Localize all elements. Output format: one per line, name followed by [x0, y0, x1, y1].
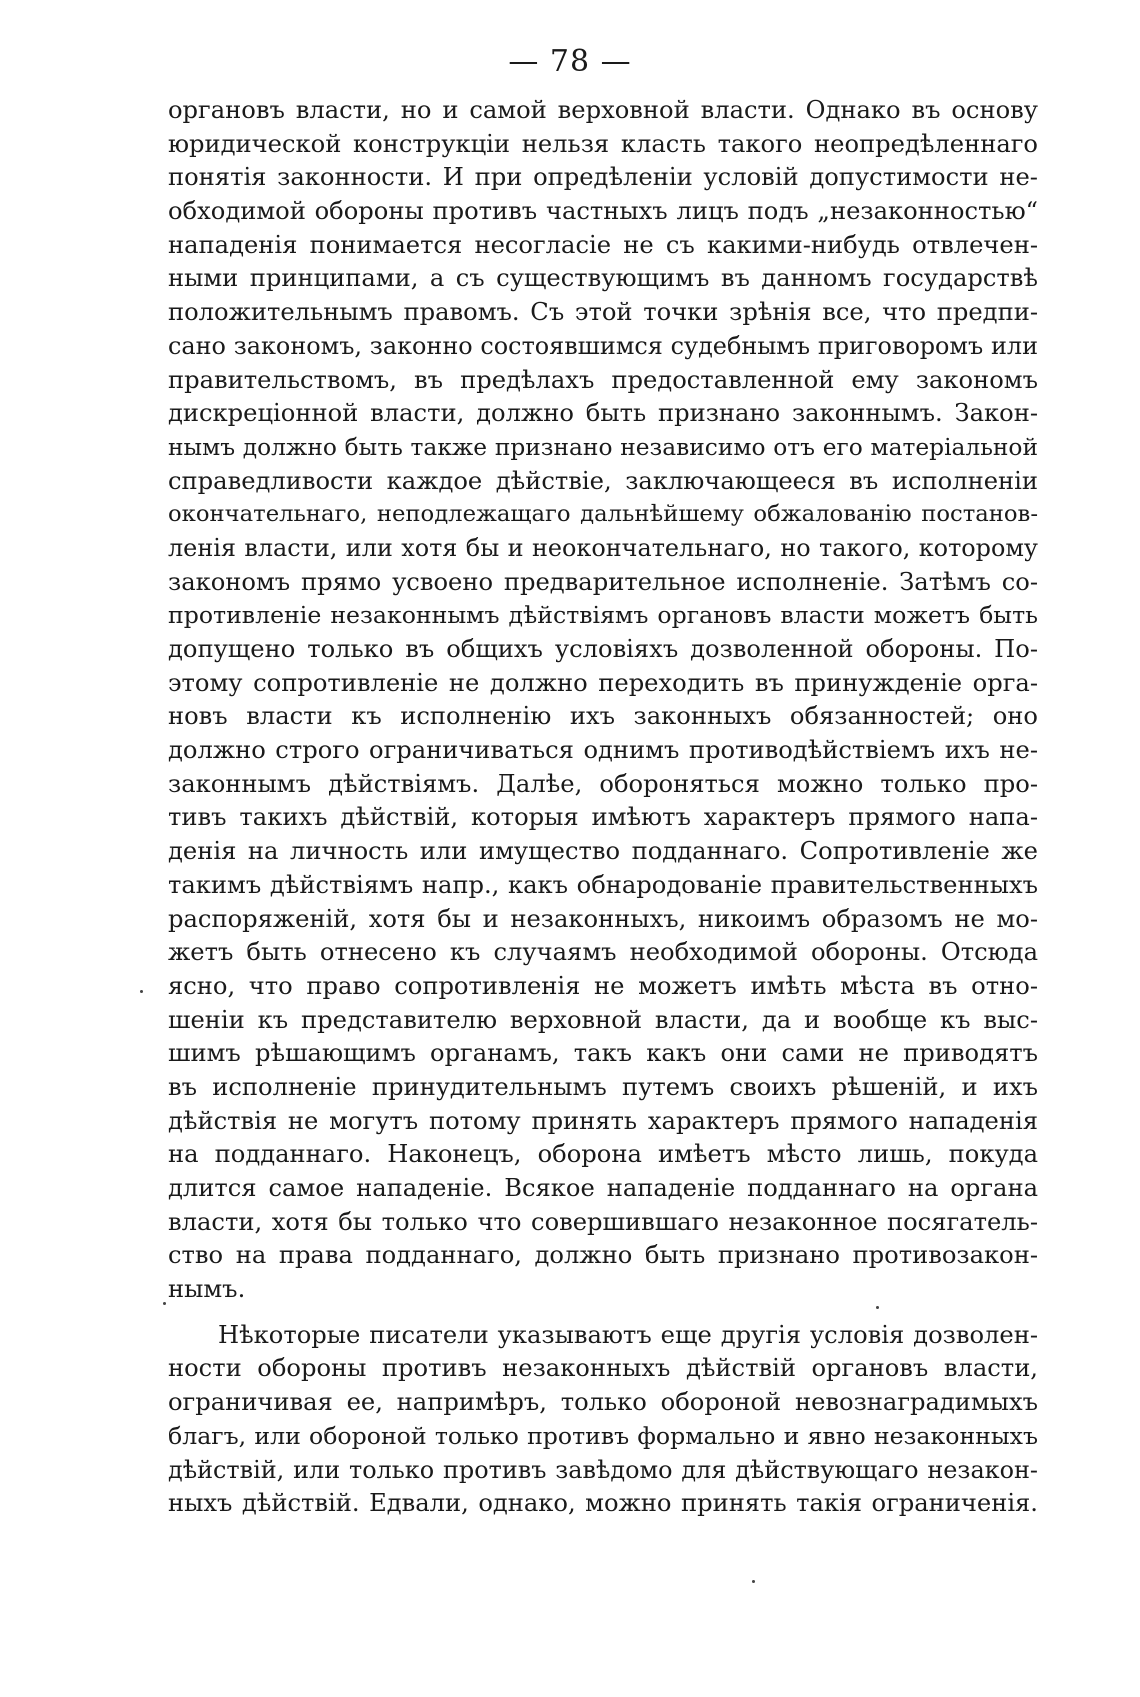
- paper-speck: [876, 1306, 879, 1309]
- text-line: такимъ дѣйствіямъ напр., какъ обнародованіе правительственныхъ: [168, 870, 1038, 899]
- text-line: противленіе незаконнымъ дѣйствіямъ органовъ власти можетъ быть: [168, 601, 1038, 630]
- text-line: шеніи къ представителю верховной власти, да и вообще къ выс-: [168, 1005, 1038, 1034]
- body-text: [168, 94, 1038, 1521]
- paper-speck: [140, 990, 143, 993]
- text-line: распоряженій, хотя бы и незаконныхъ, никоимъ образомъ не мо-: [168, 904, 1038, 933]
- text-line: благъ, или обороной только противъ формально и явно незаконныхъ: [168, 1421, 1038, 1450]
- text-line: правительствомъ, въ предѣлахъ предоставленной ему закономъ: [168, 365, 1038, 394]
- text-line: ограничивая ее, напримѣръ, только обороной невознаградимыхъ: [168, 1388, 1038, 1417]
- text-line: ясно, что право сопротивленія не можетъ имѣть мѣста въ отно-: [168, 971, 1038, 1000]
- text-line: новъ власти къ исполненію ихъ законныхъ обязанностей; оно: [168, 702, 1038, 731]
- text-line: Нѣкоторые писатели указываютъ еще другія условія дозволен-: [218, 1320, 1038, 1349]
- text-line: сано закономъ, законно состоявшимся судебнымъ приговоромъ или: [168, 331, 1038, 360]
- text-line: дѣйствій, или только противъ завѣдомо для дѣйствующаго незакон-: [168, 1455, 1038, 1484]
- text-line: длится самое нападеніе. Всякое нападеніе подданнаго на органа: [168, 1174, 1038, 1202]
- paragraph-1: [168, 94, 1038, 1307]
- text-line: власти, хотя бы только что совершившаго незаконное посягатель-: [168, 1207, 1038, 1236]
- text-line: ныхъ дѣйствій. Едвали, однако, можно принять такія ограниченія.: [168, 1489, 1038, 1518]
- text-line: ными принципами, а съ существующимъ въ данномъ государствѣ: [168, 264, 1038, 293]
- text-line: положительнымъ правомъ. Съ этой точки зрѣнія все, что предпи-: [168, 298, 1038, 327]
- text-line: нымъ.: [168, 1275, 246, 1304]
- text-line: справедливости каждое дѣйствіе, заключающееся въ исполненіи: [168, 466, 1038, 495]
- text-line: на подданнаго. Наконецъ, оборона имѣетъ мѣсто лишь, покуда: [168, 1140, 1038, 1169]
- text-line: нымъ должно быть также признано независимо отъ его матеріальной: [168, 433, 1038, 461]
- text-line: закономъ прямо усвоено предварительное исполненіе. Затѣмъ со-: [168, 567, 1038, 596]
- text-line: ство на права подданнаго, должно быть признано противозакон-: [168, 1241, 1038, 1270]
- page-number: — 78 —: [508, 44, 632, 79]
- text-line: юридической конструкціи нельзя класть такого неопредѣленнаго: [168, 129, 1038, 158]
- text-line: дискреціонной власти, должно быть признано законнымъ. Закон-: [168, 399, 1038, 428]
- text-line: ности обороны противъ незаконныхъ дѣйствій органовъ власти,: [168, 1354, 1038, 1383]
- paper-speck: [752, 1580, 755, 1583]
- text-line: жетъ быть отнесено къ случаямъ необходимой обороны. Отсюда: [168, 938, 1038, 967]
- text-line: въ исполненіе принудительнымъ путемъ своихъ рѣшеній, и ихъ: [168, 1072, 1038, 1101]
- text-line: окончательнаго, неподлежащаго дальнѣйшему обжалованію постанов-: [168, 501, 1038, 528]
- text-line: должно строго ограничиваться однимъ противодѣйствіемъ ихъ не-: [168, 736, 1038, 765]
- text-line: ленія власти, или хотя бы и неокончательнаго, но такого, которому: [168, 533, 1038, 562]
- text-line: законнымъ дѣйствіямъ. Далѣе, обороняться можно только про-: [168, 769, 1038, 798]
- text-line: шимъ рѣшающимъ органамъ, такъ какъ они сами не приводятъ: [168, 1039, 1038, 1068]
- paragraph-spacer: [168, 1307, 1038, 1319]
- text-line: этому сопротивленіе не должно переходить въ принужденіе орга-: [168, 668, 1038, 697]
- text-line: понятія законности. И при опредѣленіи условій допустимости не-: [168, 163, 1038, 192]
- text-line: дѣйствія не могутъ потому принять характеръ прямого нападенія: [168, 1106, 1038, 1135]
- text-line: органовъ власти, но и самой верховной власти. Однако въ основу: [168, 96, 1038, 124]
- text-line: допущено только въ общихъ условіяхъ дозволенной обороны. По-: [168, 635, 1038, 663]
- text-line: тивъ такихъ дѣйствій, которыя имѣютъ характеръ прямого напа-: [168, 803, 1038, 832]
- text-line: обходимой обороны противъ частныхъ лицъ подъ „незаконностью“: [168, 197, 1038, 226]
- text-line: нападенія понимается несогласіе не съ какими-нибудь отвлечен-: [168, 230, 1038, 259]
- paper-speck: [163, 1302, 166, 1305]
- text-line: денія на личность или имущество подданнаго. Сопротивленіе же: [168, 837, 1038, 866]
- paragraph-2: [168, 1319, 1038, 1521]
